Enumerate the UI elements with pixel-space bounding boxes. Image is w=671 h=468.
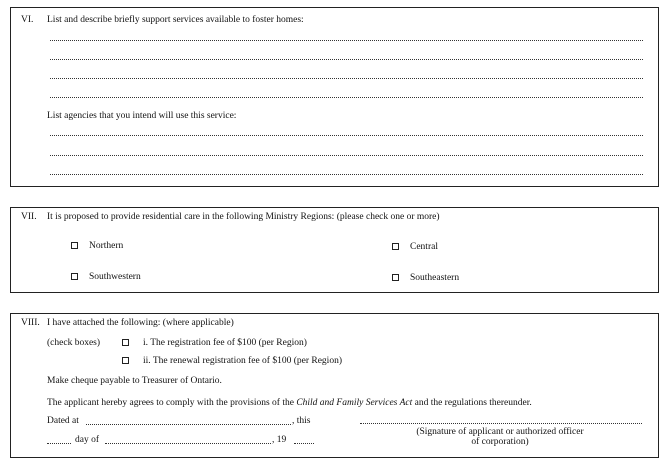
agencies-prompt: List agencies that you intend will use this service: bbox=[47, 111, 237, 121]
cheque-payable-text: Make cheque payable to Treasurer of Ontario. bbox=[47, 376, 222, 386]
section-6-number: VI. bbox=[21, 15, 34, 25]
renewal-fee-label: ii. The renewal registration fee of $100 (per Region) bbox=[143, 356, 342, 366]
registration-fee-checkbox[interactable] bbox=[122, 339, 129, 346]
support-services-line-3[interactable] bbox=[50, 78, 643, 79]
support-services-line-1[interactable] bbox=[50, 40, 643, 41]
agreement-text-before: The applicant hereby agrees to comply with the provisions of the bbox=[47, 398, 297, 408]
agencies-line-3[interactable] bbox=[50, 174, 643, 175]
region-southeastern-label: Southeastern bbox=[410, 273, 460, 283]
region-southeastern-checkbox[interactable] bbox=[392, 274, 399, 281]
section-7-number: VII. bbox=[21, 212, 37, 222]
day-of-label: day of bbox=[75, 435, 100, 445]
section-8-prompt: I have attached the following: (where applicable) bbox=[47, 318, 234, 328]
section-6-prompt: List and describe briefly support services available to foster homes: bbox=[47, 15, 304, 25]
check-boxes-label: (check boxes) bbox=[47, 338, 101, 348]
agencies-line-2[interactable] bbox=[50, 155, 643, 156]
region-central-checkbox[interactable] bbox=[392, 243, 399, 250]
signature-line[interactable] bbox=[360, 423, 642, 424]
registration-fee-label: i. The registration fee of $100 (per Region) bbox=[143, 338, 307, 348]
year-prefix: , 19 bbox=[272, 435, 287, 445]
region-northern-label: Northern bbox=[89, 241, 124, 251]
section-7-prompt: It is proposed to provide residential care in the following Ministry Regions: (please check one or more) bbox=[47, 212, 440, 222]
region-central-label: Central bbox=[410, 242, 438, 252]
year-field[interactable] bbox=[294, 443, 314, 444]
renewal-fee-checkbox[interactable] bbox=[122, 357, 129, 364]
agreement-text-after: and the regulations thereunder. bbox=[412, 398, 532, 408]
day-field[interactable] bbox=[47, 443, 71, 444]
month-field[interactable] bbox=[105, 443, 271, 444]
region-northern-checkbox[interactable] bbox=[71, 242, 78, 249]
signature-caption-line-1: (Signature of applicant or authorized officer bbox=[416, 427, 584, 437]
agreement-text bbox=[47, 398, 532, 409]
support-services-line-2[interactable] bbox=[50, 59, 643, 60]
signature-caption-line-2: of corporation) bbox=[471, 437, 529, 447]
this-label: , this bbox=[292, 416, 311, 426]
agencies-line-1[interactable] bbox=[50, 135, 643, 136]
region-southwestern-label: Southwestern bbox=[89, 272, 141, 282]
section-8-number: VIII. bbox=[21, 318, 40, 328]
dated-at-field[interactable] bbox=[86, 424, 291, 425]
act-name: Child and Family Services Act bbox=[296, 398, 413, 408]
support-services-line-4[interactable] bbox=[50, 97, 643, 98]
region-southwestern-checkbox[interactable] bbox=[71, 273, 78, 280]
dated-at-label: Dated at bbox=[47, 416, 79, 426]
